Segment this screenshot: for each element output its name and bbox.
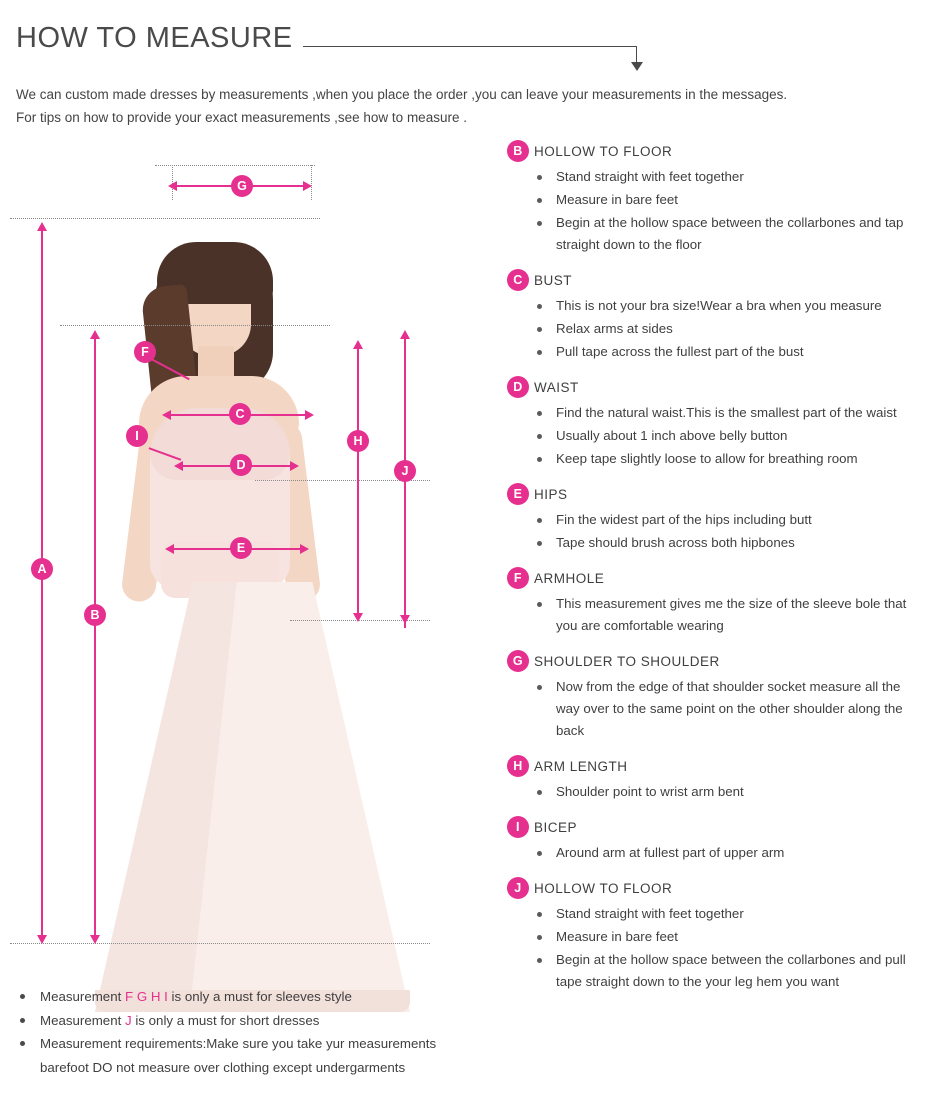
legend-title: ARM LENGTH — [534, 759, 628, 774]
legend-heading — [500, 816, 925, 840]
legend-heading — [500, 650, 925, 674]
arrow-D-right — [290, 461, 299, 471]
list-item: Keep tape slightly loose to allow for breathing room — [534, 448, 925, 470]
list-item: This measurement gives me the size of the sleeve bole that you are comfortable wearing — [534, 593, 925, 637]
list-item: Pull tape across the fullest part of the bust — [534, 341, 925, 363]
legend-group-D — [500, 376, 925, 470]
legend-group-G — [500, 650, 925, 742]
list-item: Around arm at fullest part of upper arm — [534, 842, 925, 864]
legend-heading — [500, 269, 925, 293]
note-suffix: is only a must for sleeves style — [167, 989, 352, 1004]
note-prefix: Measurement requirements:Make sure you take yur measurements barefoot DO not measure over clothing except undergarments — [40, 1036, 437, 1075]
legend-heading — [500, 140, 925, 164]
legend-badge-J: J — [507, 877, 529, 899]
arrow-H-bottom — [353, 613, 363, 622]
list-item: Fin the widest part of the hips including butt — [534, 509, 925, 531]
arrow-shoulder-right — [303, 181, 312, 191]
dress-figure-image — [95, 190, 410, 1010]
arrow-B-top — [90, 330, 100, 339]
legend-badge-H: H — [507, 755, 529, 777]
list-item: Measure in bare feet — [534, 189, 925, 211]
legend-badge-E: E — [507, 483, 529, 505]
header-rule — [303, 46, 637, 47]
legend-heading — [500, 483, 925, 507]
legend-title: HOLLOW TO FLOOR — [534, 144, 673, 159]
intro-text-line-2: For tips on how to provide your exact measurements ,see how to measure . — [16, 110, 467, 125]
badge-H: H — [347, 430, 369, 452]
legend-item-list — [500, 842, 925, 864]
legend-group-E — [500, 483, 925, 554]
arrow-A-top — [37, 222, 47, 231]
legend-badge-G: G — [507, 650, 529, 672]
list-item: Find the natural waist.This is the smallest part of the waist — [534, 402, 925, 424]
arrow-shoulder-left — [168, 181, 177, 191]
legend-group-C — [500, 269, 925, 363]
legend-group-H — [500, 755, 925, 803]
legend-title: WAIST — [534, 380, 579, 395]
badge-A: A — [31, 558, 53, 580]
legend-badge-D: D — [507, 376, 529, 398]
note-highlight: F G H I — [125, 989, 168, 1004]
guide-line-top-head — [10, 218, 320, 219]
guide-line-floor — [10, 943, 430, 944]
legend-item-list — [500, 903, 925, 993]
note-highlight: J — [125, 1012, 132, 1028]
list-item — [16, 985, 486, 1009]
arrow-J-bottom — [400, 615, 410, 624]
arrow-D-left — [174, 461, 183, 471]
legend-item-list — [500, 402, 925, 470]
line-full-height — [41, 230, 43, 942]
list-item — [16, 1009, 486, 1033]
legend-heading — [500, 376, 925, 400]
badge-B: B — [84, 604, 106, 626]
legend-title: HIPS — [534, 487, 568, 502]
header-arrow-icon — [631, 62, 643, 71]
legend-heading — [500, 877, 925, 901]
legend-panel — [500, 140, 925, 1006]
list-item: Measure in bare feet — [534, 926, 925, 948]
badge-D: D — [230, 454, 252, 476]
measurement-diagram — [0, 140, 480, 970]
arrow-J-top — [400, 330, 410, 339]
legend-badge-C: C — [507, 269, 529, 291]
legend-item-list — [500, 509, 925, 554]
page-title: HOW TO MEASURE — [16, 22, 293, 54]
list-item: Shoulder point to wrist arm bent — [534, 781, 925, 803]
line-short-length-full — [404, 338, 406, 628]
arrow-A-bottom — [37, 935, 47, 944]
arrow-C-right — [305, 410, 314, 420]
badge-F: F — [134, 341, 156, 363]
legend-group-J — [500, 877, 925, 993]
line-hollow-to-floor — [94, 338, 96, 942]
legend-heading — [500, 755, 925, 779]
legend-group-F — [500, 567, 925, 637]
legend-item-list — [500, 593, 925, 637]
legend-title: HOLLOW TO FLOOR — [534, 881, 673, 896]
list-item — [16, 1032, 486, 1079]
legend-badge-I: I — [507, 816, 529, 838]
legend-item-list — [500, 781, 925, 803]
legend-item-list — [500, 166, 925, 256]
legend-badge-F: F — [507, 567, 529, 589]
note-prefix: Measurement — [40, 1012, 125, 1028]
legend-heading — [500, 567, 925, 591]
list-item: Begin at the hollow space between the collarbones and pull tape straight down to the your leg hem you want — [534, 949, 925, 993]
badge-I: I — [126, 425, 148, 447]
list-item: Begin at the hollow space between the collarbones and tap straight down to the floor — [534, 212, 925, 256]
badge-C: C — [229, 403, 251, 425]
guide-line-shoulder — [60, 325, 330, 326]
arrow-H-top — [353, 340, 363, 349]
badge-G: G — [231, 175, 253, 197]
legend-badge-B: B — [507, 140, 529, 162]
note-prefix: Measurement — [40, 989, 125, 1004]
footer-notes-list — [16, 985, 486, 1079]
list-item: Stand straight with feet together — [534, 166, 925, 188]
legend-title: BICEP — [534, 820, 578, 835]
list-item: Stand straight with feet together — [534, 903, 925, 925]
list-item: Relax arms at sides — [534, 318, 925, 340]
line-arm-length — [357, 348, 359, 620]
guide-line-shoulder-top — [155, 165, 315, 166]
note-suffix: is only a must for short dresses — [131, 1012, 320, 1028]
legend-title: SHOULDER TO SHOULDER — [534, 654, 720, 669]
lace-overlay-shape — [150, 408, 290, 480]
legend-group-I — [500, 816, 925, 864]
list-item: Tape should brush across both hipbones — [534, 532, 925, 554]
badge-E: E — [230, 537, 252, 559]
legend-title: ARMHOLE — [534, 571, 605, 586]
arrow-C-left — [162, 410, 171, 420]
badge-J: J — [394, 460, 416, 482]
list-item: Now from the edge of that shoulder socket measure all the way over to the same point on the other shoulder along the back — [534, 676, 925, 742]
arrow-B-bottom — [90, 935, 100, 944]
legend-item-list — [500, 295, 925, 363]
list-item: This is not your bra size!Wear a bra when you measure — [534, 295, 925, 317]
arrow-E-left — [165, 544, 174, 554]
legend-group-B — [500, 140, 925, 256]
arrow-E-right — [300, 544, 309, 554]
legend-title: BUST — [534, 273, 573, 288]
list-item: Usually about 1 inch above belly button — [534, 425, 925, 447]
legend-item-list — [500, 676, 925, 742]
intro-text-line-1: We can custom made dresses by measurements ,when you place the order ,you can leave your measurements in the messages. — [16, 87, 788, 102]
